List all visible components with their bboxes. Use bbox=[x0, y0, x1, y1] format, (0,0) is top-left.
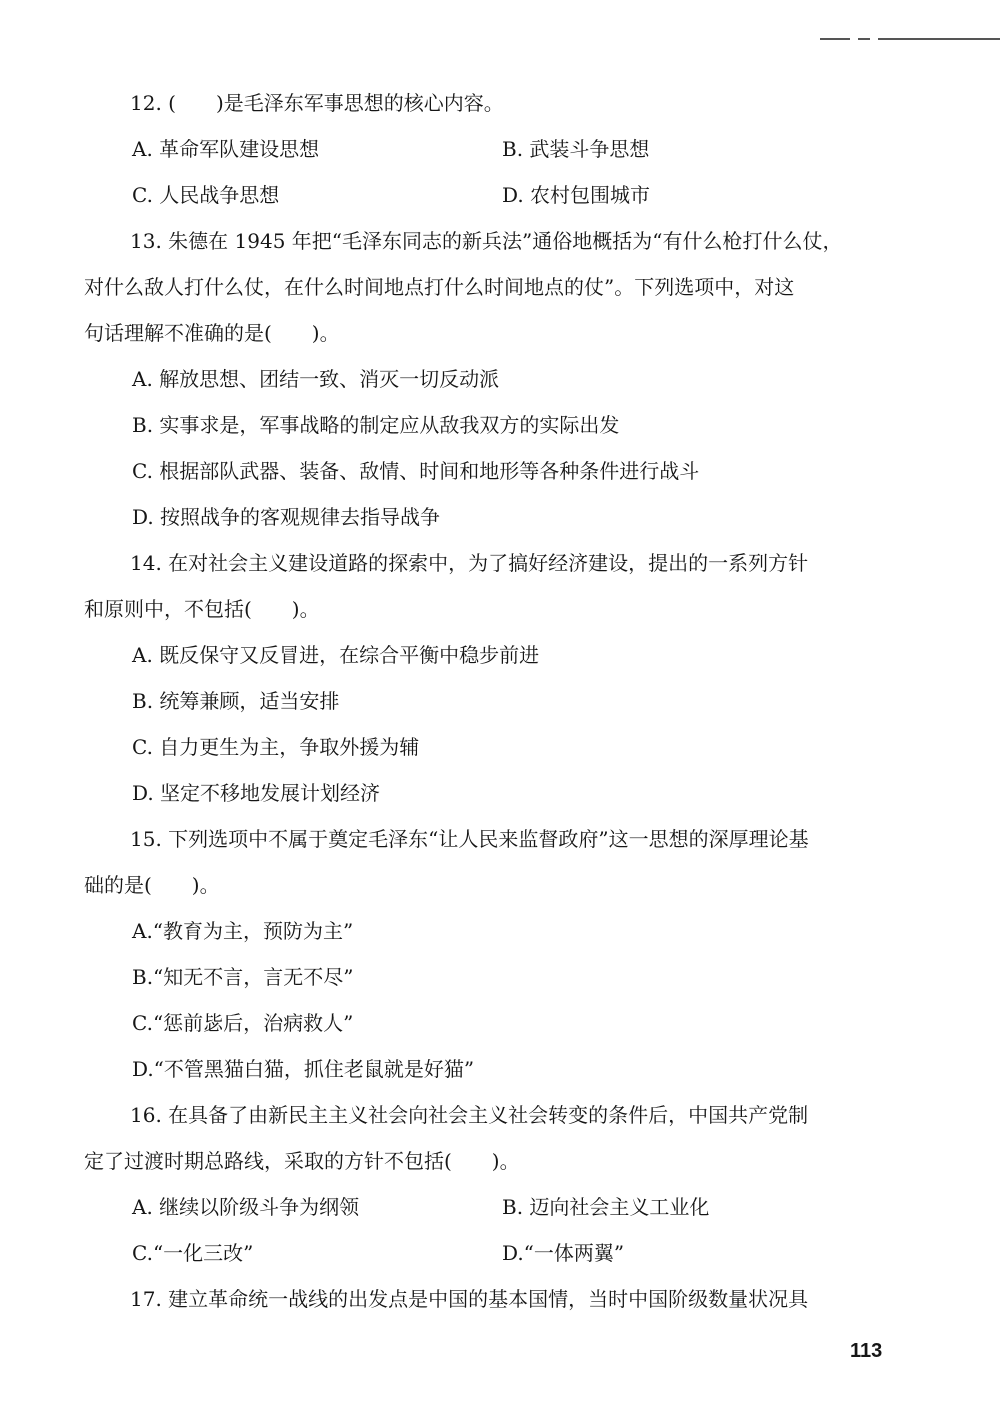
question-stem-cont: 和原则中，不包括( )。 bbox=[84, 597, 320, 621]
option-b: B. 迈向社会主义工业化 bbox=[502, 1195, 710, 1219]
option-b: B.“知无不言，言无不尽” bbox=[132, 965, 354, 989]
option-c: C. 根据部队武器、装备、敌情、时间和地形等各种条件进行战斗 bbox=[132, 459, 700, 483]
option-a: A. 继续以阶级斗争为纲领 bbox=[132, 1195, 360, 1219]
page-number: 113 bbox=[850, 1340, 883, 1362]
question-stem: 17. 建立革命统一战线的出发点是中国的基本国情，当时中国阶级数量状况具 bbox=[130, 1287, 809, 1311]
question-stem: 14. 在对社会主义建设道路的探索中，为了搞好经济建设，提出的一系列方针 bbox=[130, 551, 809, 575]
exam-page bbox=[84, 80, 890, 1322]
option-b: B. 武装斗争思想 bbox=[502, 137, 650, 161]
question-13 bbox=[84, 218, 890, 540]
question-15 bbox=[84, 816, 890, 1092]
option-row bbox=[84, 126, 890, 172]
question-stem-cont: 句话理解不准确的是( )。 bbox=[84, 321, 340, 345]
scan-edge-mark bbox=[878, 38, 1000, 40]
question-stem-cont: 对什么敌人打什么仗，在什么时间地点打什么时间地点的仗”。下列选项中，对这 bbox=[84, 275, 795, 299]
option-c: C.“惩前毖后，治病救人” bbox=[132, 1011, 354, 1035]
option-c: C. 人民战争思想 bbox=[132, 183, 280, 207]
option-b: B. 实事求是，军事战略的制定应从敌我双方的实际出发 bbox=[132, 413, 620, 437]
option-a: A. 革命军队建设思想 bbox=[132, 137, 320, 161]
option-row bbox=[84, 172, 890, 218]
option-c: C. 自力更生为主，争取外援为辅 bbox=[132, 735, 420, 759]
option-a: A.“教育为主，预防为主” bbox=[132, 919, 354, 943]
question-stem-cont: 定了过渡时期总路线，采取的方针不包括( )。 bbox=[84, 1149, 520, 1173]
option-d: D.“一体两翼” bbox=[502, 1241, 625, 1265]
option-c: C.“一化三改” bbox=[132, 1241, 254, 1265]
option-row bbox=[84, 1184, 890, 1230]
question-stem: 13. 朱德在 1945 年把“毛泽东同志的新兵法”通俗地概括为“有什么枪打什么仗， bbox=[130, 229, 843, 253]
question-16 bbox=[84, 1092, 890, 1276]
question-17 bbox=[84, 1276, 890, 1322]
question-12 bbox=[84, 80, 890, 218]
question-stem: 15. 下列选项中不属于奠定毛泽东“让人民来监督政府”这一思想的深厚理论基 bbox=[130, 827, 809, 851]
option-b: B. 统筹兼顾，适当安排 bbox=[132, 689, 340, 713]
scan-edge-mark bbox=[858, 38, 870, 40]
question-stem-cont: 础的是( )。 bbox=[84, 873, 220, 897]
option-d: D.“不管黑猫白猫，抓住老鼠就是好猫” bbox=[132, 1057, 475, 1081]
option-a: A. 既反保守又反冒进，在综合平衡中稳步前进 bbox=[132, 643, 540, 667]
question-14 bbox=[84, 540, 890, 816]
option-d: D. 坚定不移地发展计划经济 bbox=[132, 781, 381, 805]
option-d: D. 按照战争的客观规律去指导战争 bbox=[132, 505, 441, 529]
question-stem: 16. 在具备了由新民主主义社会向社会主义社会转变的条件后，中国共产党制 bbox=[130, 1103, 809, 1127]
option-row bbox=[84, 1230, 890, 1276]
option-d: D. 农村包围城市 bbox=[502, 183, 651, 207]
option-a: A. 解放思想、团结一致、消灭一切反动派 bbox=[132, 367, 500, 391]
question-stem: 12. ( )是毛泽东军事思想的核心内容。 bbox=[130, 91, 504, 115]
scan-edge-mark bbox=[820, 38, 850, 40]
